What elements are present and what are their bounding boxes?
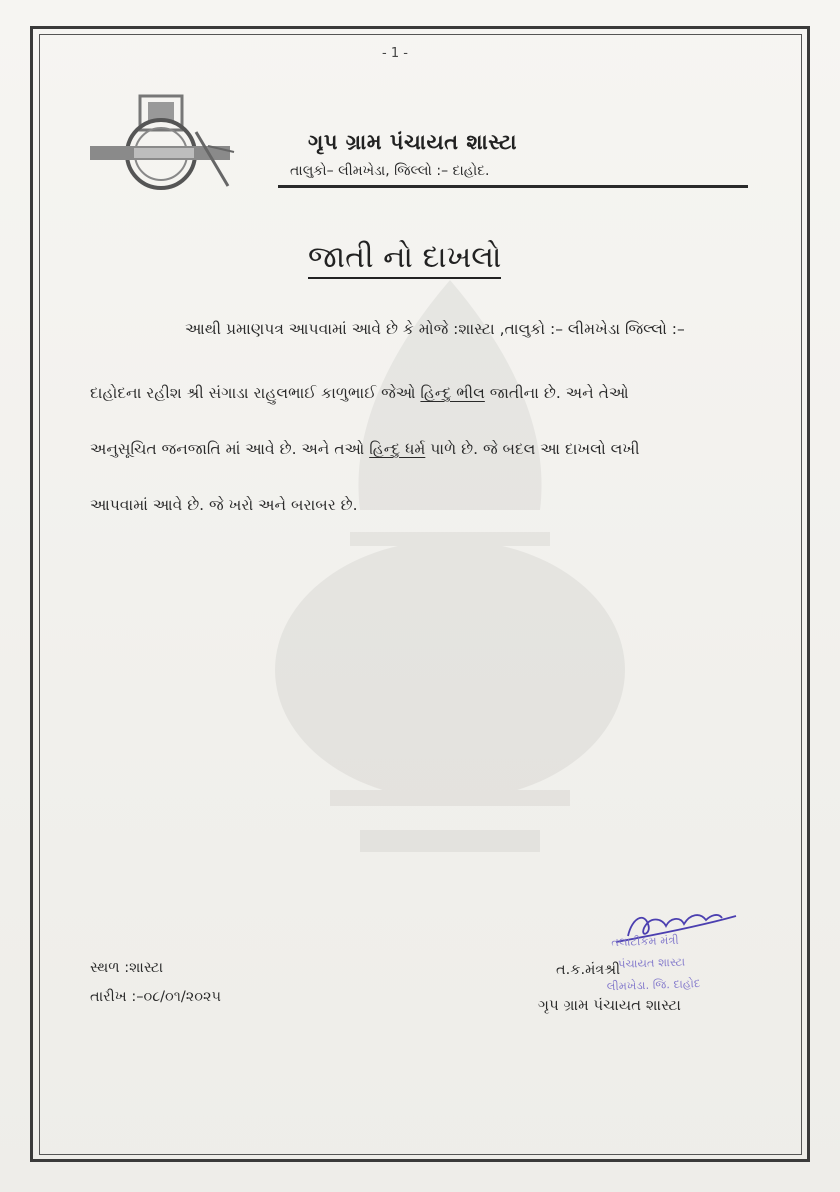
religion-name: હિન્દુ ધર્મ (369, 440, 426, 458)
body-line-1: આથી પ્રમાણપત્ર આપવામાં આવે છે કે મોજે :શાસ્ટા ,તાલુકો :– લીમખેડા જિલ્લો :– (185, 320, 685, 338)
stamp-line-2: પંચાયત શાસ્ટા (617, 954, 686, 971)
panchayat-address: તાલુકો– લીમખેડા, જિલ્લો :– દાહોદ. (290, 163, 490, 179)
body-line-4: આપવામાં આવે છે. જે ખરો અને બરાબર છે. (90, 496, 358, 514)
gram-panchayat-logo (88, 92, 238, 192)
body-line-3-end: પાળે છે. જે બદલ આ દાખલો લખી (425, 440, 640, 458)
certificate-title: જાતી નો દાખલો (308, 240, 501, 279)
date-field: તારીખ :–૦૮/૦૧/૨૦૨૫ (90, 989, 222, 1005)
emblem-watermark (270, 270, 630, 870)
body-line-3 (90, 440, 640, 459)
body-line-3-start: અનુસૂચિત જનજાતિ માં આવે છે. અને તઓ (90, 440, 370, 458)
stamp-line-3: લીમખેડા. જિ. દાહોદ (606, 975, 701, 994)
signatory-title: ત.ક.મંત્રશ્રી (556, 962, 621, 978)
body-line-2-end: જાતીના છે. અને તેઓ (484, 384, 629, 402)
caste-name: હિન્દુ ભીલ (420, 384, 485, 402)
header-divider (278, 185, 748, 188)
page-number: - 1 - (382, 46, 408, 61)
stamp-line-1: તલાટીકમ મંત્રી (610, 932, 679, 950)
body-line-2 (90, 384, 629, 403)
signatory-org: ગૃપ ગ્રામ પંચાયત શાસ્ટા (538, 996, 681, 1014)
body-line-2-start: દાહોદના રહીશ શ્રી સંગાડા રાહુલભાઈ કાળુભાઈ જેઓ (90, 384, 421, 402)
panchayat-name: ગૃપ ગ્રામ પંચાયત શાસ્ટા (308, 130, 517, 154)
place-field: સ્થળ :શાસ્ટા (90, 960, 164, 976)
